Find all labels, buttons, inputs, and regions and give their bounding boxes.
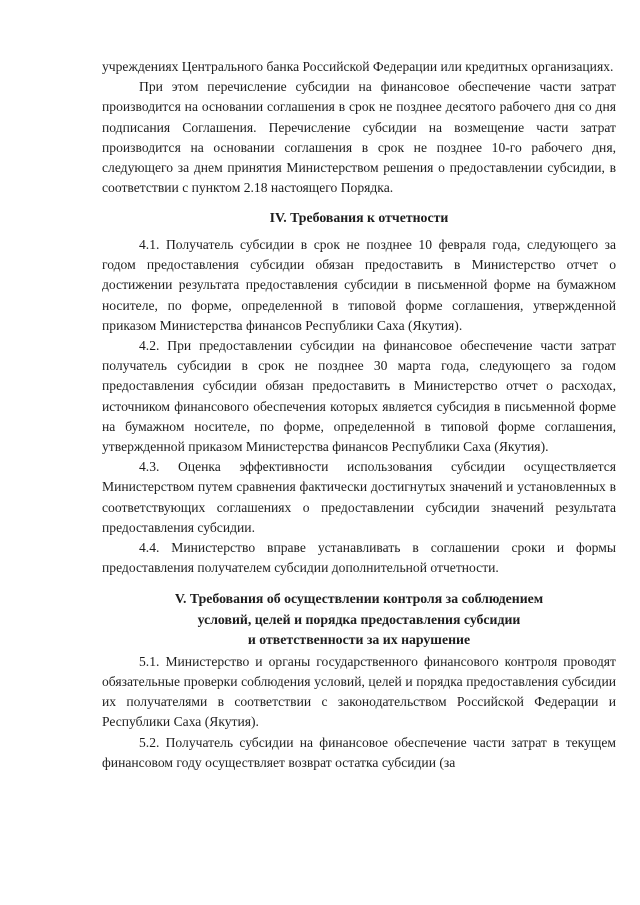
paragraph-5-2: 5.2. Получатель субсидии на финансовое обеспечение части затрат в текущем финансовом году осуществляет возврат остатка субсидии (за [102, 734, 616, 770]
section-v-heading-line-1: V. Требования об осуществлении контроля за соблюдением [174, 591, 544, 607]
paragraph-intro-transfer: При этом перечисление субсидии на финансовое обеспечение части затрат производится на основании соглашения в срок не позднее десятого рабочего дня со дня подписания Соглашения. Перечисление субсидии на возмещение части затрат производится на основании соглашения в срок не позднее 10-го рабочего дня, следующего за днем принятия Министерством решения о предоставлении субсидии, в соответствии с пунктом 2.18 настоящего Порядка. [102, 79, 616, 196]
section-v-heading-line-2: условий, целей и порядка предоставления субсидии [197, 611, 521, 627]
paragraph-4-2: 4.2. При предоставлении субсидии на финансовое обеспечение части затрат получатель субсидии в срок не позднее 30 марта года, следующего за годом предоставления субсидии обязан предоставить в Министерство отчет о расходах, источником финансового обеспечения которых является субсидия в письменной форме на бумажном носителе, по форме, определенной в типовой форме соглашения, утвержденной приказом Министерства финансов Республики Саха (Якутия). [102, 337, 616, 454]
paragraph-5-1: 5.1. Министерство и органы государственного финансового контроля проводят обязательные проверки соблюдения условий, целей и порядка предоставления субсидии их получателями в соответствии с законодательством Российской Федерации и Республики Саха (Якутия). [102, 653, 616, 730]
paragraph-4-1: 4.1. Получатель субсидии в срок не позднее 10 февраля года, следующего за годом предоставления субсидии обязан предоставить в Министерство отчет о достижении результата предоставления субсидии в письменной форме на бумажном носителе, по форме, определенной в типовой форме соглашения, утвержденной приказом Министерства финансов Республики Саха (Якутия). [102, 236, 616, 333]
paragraph-4-4: 4.4. Министерство вправе устанавливать в соглашении сроки и формы предоставления получателем субсидии дополнительной отчетности. [102, 539, 616, 576]
section-iv-heading: IV. Требования к отчетности [269, 210, 449, 226]
paragraph-intro-continued: учреждениях Центрального банка Российской Федерации или кредитных организациях. [102, 59, 614, 74]
document-body [102, 57, 616, 773]
section-v-heading [102, 589, 616, 651]
section-v-heading-line-3: и ответственности за их нарушение [247, 632, 471, 648]
paragraph-4-3: 4.3. Оценка эффективности использования субсидии осуществляется Министерством путем сравнения фактически достигнутых значений и установленных в соответствующих соглашениях о предоставлении субсидии значений результата предоставления субсидии. [102, 459, 616, 535]
